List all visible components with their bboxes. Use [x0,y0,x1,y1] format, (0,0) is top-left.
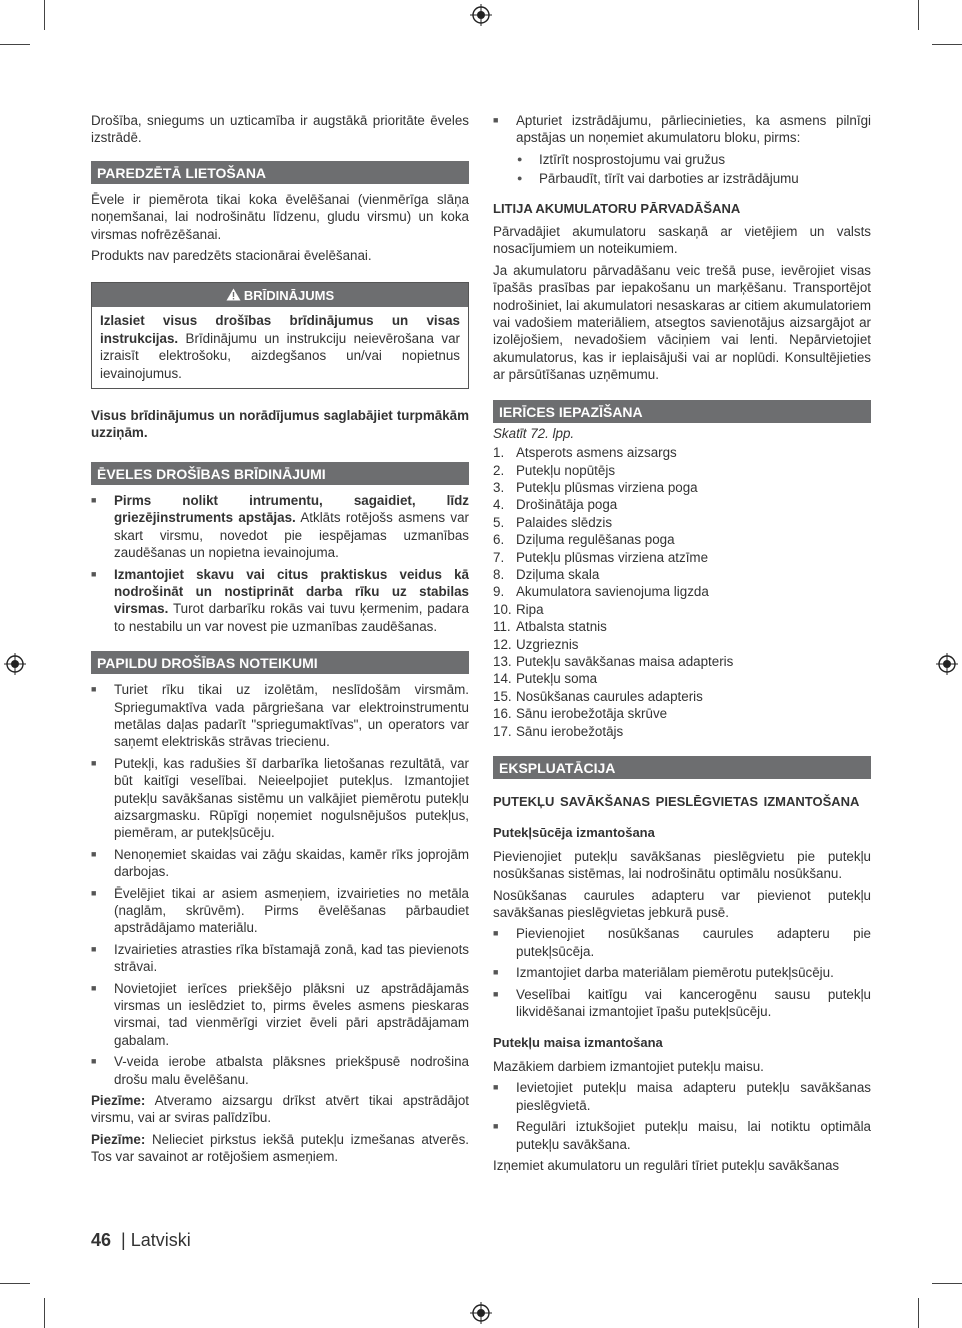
section-heading-operation: EKSPLUATĀCIJA [493,756,871,779]
list-item [493,653,871,670]
section-heading-additional-safety: PAPILDU DROŠĪBAS NOTEIKUMI [91,651,469,674]
item-text: Atsperots asmens aizsargs [516,445,677,461]
item-number: 5. [493,514,505,530]
left-column [91,112,469,1170]
item-text: Putekļu plūsmas virziena poga [516,479,698,495]
list-item [493,566,871,583]
item-text: Drošinātāja poga [516,497,618,513]
sub-list-item: ● Pārbaudīt, tīrīt vai darboties ar izstrādājumu [516,170,871,187]
item-text: Uzgrieznis [516,636,579,652]
list-item-text: Atklāts rotējošs asmens var skart virsmu, novedot pie iespējamas uzmanības zaudēšanas un nopietna ievainojuma. [114,510,469,561]
crop-mark [0,44,30,45]
item-text: Palaides slēdzis [516,514,613,530]
battery-transport-heading: LITIJA AKUMULATORU PĀRVADĀŠANA [493,200,741,216]
item-number: 10. [493,601,512,617]
item-text: Putekļu nopūtējs [516,462,616,478]
stop-list [493,112,871,147]
item-number: 12. [493,636,512,652]
list-item: ■ Putekļi, kas radušies šī darbarīka lietošanas rezultātā, var būt kaitīgi veselībai. Neieelpojiet putekļus. Izmantojiet putekļu savākšanas sistēmu un valkājiet piemērotu putekļu aizsargmasku. Rūpīgi noņemiet nogulsnējušos putekļus, piemēram, ar putekļsūcēju. [91,755,469,842]
section-heading-device-overview: IERĪCES IEPAZĪŠANA [493,400,871,423]
sub-list-item: ● Iztīrīt nosprostojumu vai gružus [516,151,871,168]
item-text: Putekļu plūsmas virziena atzīme [516,549,709,565]
item-text: Putekļu soma [516,671,598,687]
page-footer [91,1230,191,1251]
list-item [493,688,871,705]
vacuum-list [493,925,871,1020]
list-item [493,705,871,722]
additional-safety-list [91,681,469,1088]
parts-list [493,444,871,740]
list-item [493,549,871,566]
registration-mark-icon [4,653,26,675]
item-text: Akumulatora savienojuma ligzda [516,584,709,600]
crop-mark [44,1298,45,1328]
see-page-reference: Skatīt 72. lpp. [493,425,575,441]
warning-box [91,282,469,389]
item-number: 15. [493,688,512,704]
item-number: 2. [493,462,505,478]
list-item [91,492,469,562]
item-number: 11. [493,619,511,635]
list-item-bold: Izmantojiet skavu vai citus praktiskus veidus kā nodrošināt un nostiprināt darba rīku uz stabilas virsmas. [114,566,469,617]
battery-transport-paragraph: Ja akumulatoru pārvadāšanu veic trešā puse, ievērojiet visas īpašās prasības par iepakošanu un marķēšanu. Transportējot nodrošiniet, lai akumulatori nesaskaras ar citiem akumulatoriem vai vadošiem materiāliem, atsegtos savienotājus aizsargājot ar izolējošiem, nevadošiem vāciņiem vai lenti. Nepārvietojiet akumulatorus, kas ir ieplaisājuši vai ar noplūdi. Konsultējieties ar pārsūtīšanas uzņēmumu. [493,262,871,383]
list-item: ■ Pievienojiet nosūkšanas caurules adapteru pie putekļsūcēja. [493,925,871,960]
list-item-bold: Pirms nolikt intrumentu, sagaidiet, līdz griezējinstruments apstājas. [114,492,469,526]
intro-paragraph: Drošība, sniegums un uzticamība ir augstākā prioritāte ēveles izstrādē. [91,113,469,146]
list-item [493,583,871,600]
keep-instructions-note: Visus brīdinājumus un norādījumus saglabājiet turpmākām uzziņām. [91,408,469,441]
dust-bag-paragraph: Izņemiet akumulatoru un regulāri tīriet putekļu savākšanas [493,1157,840,1173]
item-number: 3. [493,479,505,495]
crop-mark [932,44,962,45]
list-item [493,636,871,653]
section-heading-intended-use: PAREDZĒTĀ LIETOŠANA [91,161,469,184]
item-text: Dziļuma skala [516,566,600,582]
list-item: ■ Turiet rīku tikai uz izolētām, neslīdošām virsmām. Spriegumaktīva vada pārgriešana var elektroinstrumentu metālas daļas padarīt "spriegumaktīvas", un operators var saņemt elektriskās strāvas triecienu. [91,681,469,751]
dust-bag-list [493,1079,871,1153]
list-item: ■ Apturiet izstrādājumu, pārliecinieties, ka asmens pilnīgi apstājas un noņemiet akumulatoru bloku, pirms: [493,112,871,147]
intended-use-paragraph: Ēvele ir piemērota tikai koka ēvelēšanai (vienmērīga slāņa noņemšanai, lai nodrošinātu līdzenu, gludu virsmu) un koka virsmas nofrēzēšanai. [91,191,469,242]
list-item [493,514,871,531]
footer-language: | Latviski [121,1230,191,1250]
item-number: 13. [493,653,512,669]
item-number: 1. [493,445,505,461]
registration-mark-icon [936,653,958,675]
warning-box-header [92,283,468,307]
item-number: 14. [493,671,512,687]
list-item: ■ Novietojiet ierīces priekšējo plāksni uz apstrādājamās virsmas un ieslēdziet to, pirms ēveles asmens pieskaras virsmai, tad vienmērīgi virziet ēveli pāri apstrādājamam gabalam. [91,980,469,1050]
crop-mark [0,1283,30,1284]
item-text: Atbalsta statnis [516,619,607,635]
item-number: 17. [493,723,512,739]
warning-bold-text: Izlasiet visus drošības brīdinājumus un visas instrukcijas. [100,313,460,346]
dust-bag-heading: Putekļu maisa izmantošana [493,1035,663,1051]
list-item [493,531,871,548]
intended-use-paragraph: Produkts nav paredzēts stacionārai ēvelēšanai. [91,248,372,264]
list-item [493,723,871,740]
crop-mark [918,1298,919,1328]
list-item: ■ Veselībai kaitīgu vai kancerogēnu sausu putekļu likvidēšanai izmantojiet īpašu putekļsūcēju. [493,986,871,1021]
right-column [493,112,871,1178]
item-number: 4. [493,497,505,513]
item-text: Nosūkšanas caurules adapteris [516,688,703,704]
note-text: Atveramo aizsargu drīkst atvērt tikai apstrādājot virsmu, vai ar sviras palīdzību. [91,1093,469,1126]
item-text: Sānu ierobežotājs [516,723,624,739]
crop-mark [44,0,45,30]
list-item [91,566,469,636]
crop-mark [918,0,919,30]
item-number: 8. [493,566,505,582]
section-heading-planer-safety: ĒVELES DROŠĪBAS BRĪDINĀJUMI [91,462,469,485]
vacuum-paragraph: Pievienojiet putekļu savākšanas pieslēgvietu pie putekļu nosūkšanas sistēmas, lai nodrošinātu optimālu nosūkšanu. [493,848,871,882]
warning-box-title: BRĪDINĀJUMS [243,288,335,304]
vacuum-paragraph: Nosūkšanas caurules adapteru var pievienot putekļu savākšanas pieslēgvietas jebkurā pusē. [493,887,871,921]
registration-mark-icon [470,4,492,26]
item-text: Putekļu savākšanas maisa adapteris [516,653,734,669]
list-item: ■ Ēvelējiet tikai ar asiem asmeņiem, izvairieties no metāla (naglām, skrūvēm). Pirms ēvelēšanas pārbaudiet apstrādājamo materiālu. [91,885,469,937]
item-text: Dziļuma regulēšanas poga [516,532,675,548]
note-label: Piezīme: [91,1093,146,1109]
dust-port-heading: PUTEKĻU SAVĀKŠANAS PIESLĒGVIETAS IZMANTOŠANA [493,794,860,809]
note-label: Piezīme: [91,1131,146,1147]
warning-text: Brīdinājumu un instrukciju neievērošana var izraisīt elektrošoku, aizdegšanos un/vai nopietnus ievainojumus. [100,330,460,381]
list-item [493,601,871,618]
item-number: 9. [493,584,505,600]
list-item-text: Turot darbarīku rokās vai tuvu ķermenim, padara to nestabilu un var novest pie uzmanības zaudēšanas. [114,601,469,634]
list-item [493,670,871,687]
item-number: 7. [493,549,505,565]
item-text: Sānu ierobežotāja skrūve [516,706,668,722]
vacuum-usage-heading: Putekļsūcēja izmantošana [493,825,655,841]
note-paragraph [91,1131,469,1166]
dust-bag-paragraph: Mazākiem darbiem izmantojiet putekļu maisu. [493,1058,764,1074]
list-item [493,462,871,479]
warning-box-body [92,307,468,388]
list-item [493,479,871,496]
list-item: ■ V-veida ierobe atbalsta plāksnes priekšpusē nodrošina drošu malu ēvelēšanu. [91,1053,469,1088]
crop-mark [932,1283,962,1284]
item-number: 16. [493,706,512,722]
note-text: Nelieciet pirkstus iekšā putekļu izmešanas atverēs. Tos var savainot ar rotējošiem asmeņiem. [91,1131,469,1165]
list-item [493,618,871,635]
list-item [493,444,871,461]
registration-mark-icon [470,1302,492,1324]
list-item: ■ Regulāri iztukšojiet putekļu maisu, lai notiktu optimāla putekļu savākšana. [493,1118,871,1153]
note-paragraph [91,1092,469,1127]
item-number: 6. [493,532,505,548]
battery-transport-paragraph: Pārvadājiet akumulatoru saskaņā ar vietējiem un valsts nosacījumiem un noteikumiem. [493,224,871,257]
list-item: ■ Nenoņemiet skaidas vai zāģu skaidas, kamēr rīks joprojām darbojas. [91,846,469,881]
item-text: Ripa [516,601,544,617]
list-item: ■ Ievietojiet putekļu maisa adapteru putekļu savākšanas pieslēgvietā. [493,1079,871,1114]
list-item [493,496,871,513]
list-item: ■ Izvairieties atrasties rīka bīstamajā zonā, kad tas pievienots strāvai. [91,941,469,976]
stop-sublist [516,151,871,188]
planer-safety-list [91,492,469,635]
page-number: 46 [91,1230,112,1250]
list-item: ■ Izmantojiet darba materiālam piemērotu putekļsūcēju. [493,964,871,981]
warning-triangle-icon [226,288,241,301]
